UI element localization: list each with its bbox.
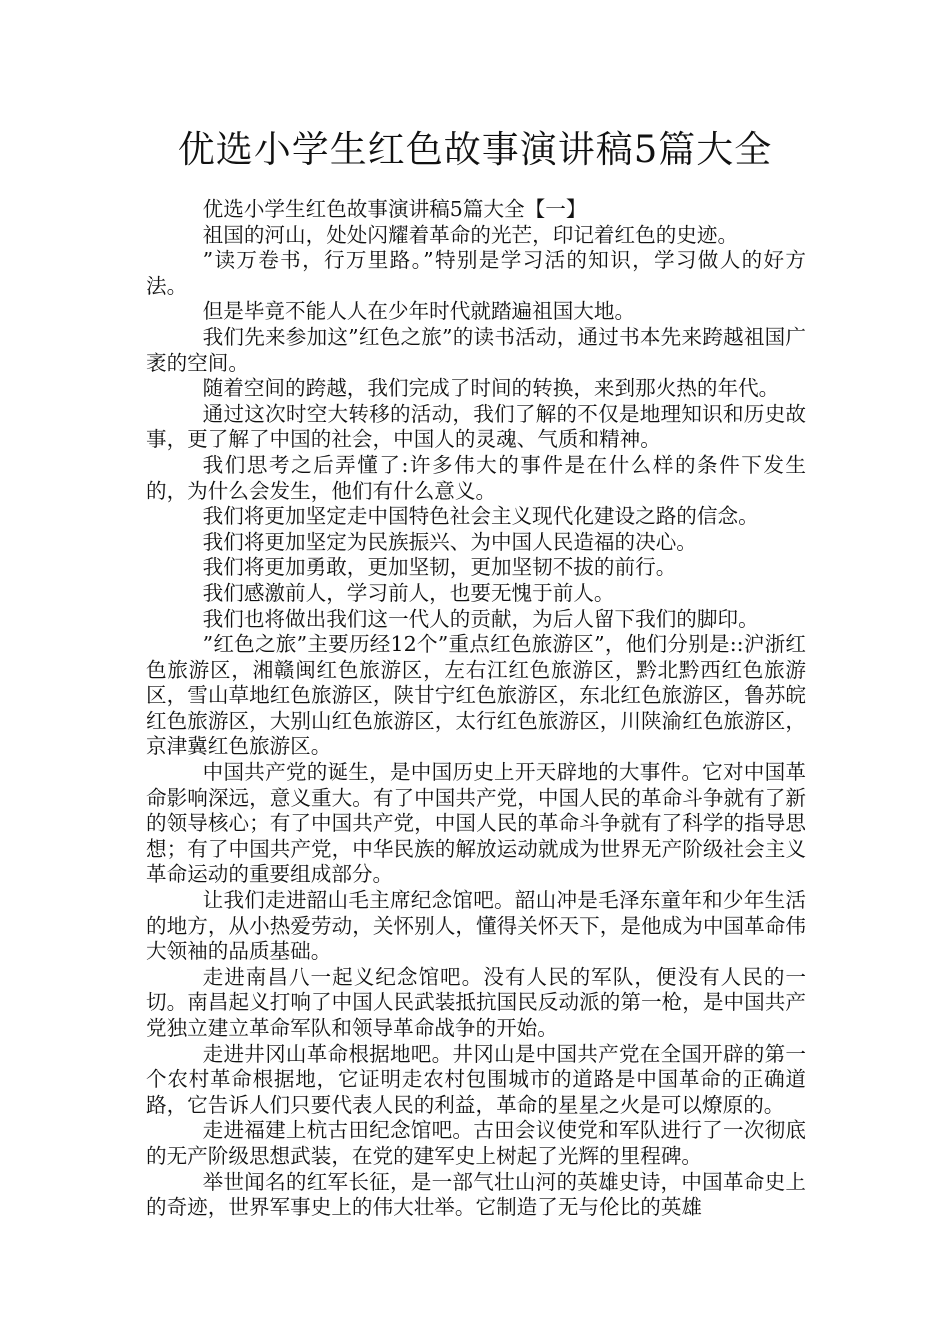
- document-body: [146, 197, 806, 1221]
- paragraph: ”红色之旅”主要历经12个”重点红色旅游区”，他们分别是::沪浙红色旅游区，湘赣闽红色旅游区，左右江红色旅游区，黔北黔西红色旅游区，雪山草地红色旅游区，陕甘宁红色旅游区，东北红色旅游区，鲁苏皖红色旅游区，大别山红色旅游区，太行红色旅游区，川陕渝红色旅游区，京津冀红色旅游区。: [146, 632, 806, 759]
- paragraph: 走进福建上杭古田纪念馆吧。古田会议使党和军队进行了一次彻底的无产阶级思想武装，在党的建军史上树起了光辉的里程碑。: [146, 1118, 806, 1168]
- paragraph: 走进南昌八一起义纪念馆吧。没有人民的军队，便没有人民的一切。南昌起义打响了中国人民武装抵抗国民反动派的第一枪，是中国共产党独立建立革命军队和领导革命战争的开始。: [146, 964, 806, 1040]
- paragraph: 我们思考之后弄懂了:许多伟大的事件是在什么样的条件下发生的，为什么会发生，他们有什么意义。: [146, 452, 806, 503]
- section-heading: 优选小学生红色故事演讲稿5篇大全【一】: [202, 197, 587, 221]
- paragraph: 我们也将做出我们这一代人的贡献，为后人留下我们的脚印。: [202, 606, 759, 631]
- paragraph: 通过这次时空大转移的活动，我们了解的不仅是地理知识和历史故事，更了解了中国的社会，中国人的灵魂、气质和精神。: [146, 401, 806, 452]
- paragraph: 我们将更加坚定为民族振兴、为中国人民造福的决心。: [202, 529, 697, 554]
- paragraph: 让我们走进韶山毛主席纪念馆吧。韶山冲是毛泽东童年和少年生活的地方，从小热爱劳动，关怀别人，懂得关怀天下，是他成为中国革命伟大领袖的品质基础。: [146, 888, 806, 964]
- paragraph: 我们将更加勇敢，更加坚韧，更加坚韧不拔的前行。: [202, 555, 677, 580]
- paragraph: 我们感激前人，学习前人，也要无愧于前人。: [202, 580, 615, 605]
- paragraph: 我们将更加坚定走中国特色社会主义现代化建设之路的信念。: [202, 504, 759, 529]
- paragraph: 走进井冈山革命根据地吧。井冈山是中国共产党在全国开辟的第一个农村革命根据地，它证明走农村包围城市的道路是中国革命的正确道路，它告诉人们只要代表人民的利益，革命的星星之火是可以燎原的。: [146, 1041, 806, 1117]
- document-title: 优选小学生红色故事演讲稿5篇大全: [177, 128, 773, 171]
- paragraph: 随着空间的跨越，我们完成了时间的转换，来到那火热的年代。: [202, 376, 780, 401]
- paragraph: 中国共产党的诞生，是中国历史上开天辟地的大事件。它对中国革命影响深远，意义重大。有了中国共产党，中国人民的革命斗争就有了新的领导核心；有了中国共产党，中国人民的革命斗争就有了科学的指导思想；有了中国共产党，中华民族的解放运动就成为世界无产阶级社会主义革命运动的重要组成部分。: [146, 760, 806, 887]
- paragraph: 但是毕竟不能人人在少年时代就踏遍祖国大地。: [202, 299, 636, 324]
- paragraph: ”读万卷书，行万里路。”特别是学习活的知识，学习做人的好方法。: [146, 248, 806, 298]
- paragraph: 我们先来参加这”红色之旅”的读书活动，通过书本先来跨越祖国广袤的空间。: [146, 324, 806, 375]
- paragraph: 举世闻名的红军长征，是一部气壮山河的英雄史诗，中国革命史上的奇迹，世界军事史上的伟大壮举。它制造了无与伦比的英雄: [146, 1169, 806, 1220]
- paragraph: 祖国的河山，处处闪耀着革命的光芒，印记着红色的史迹。: [202, 222, 739, 247]
